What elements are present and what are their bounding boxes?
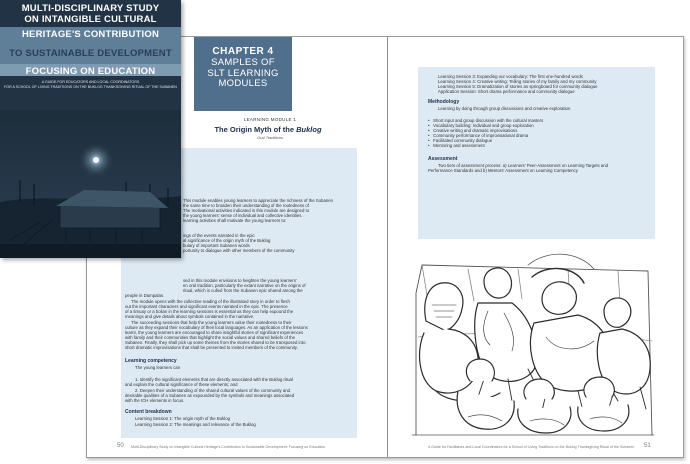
text-line: learning activities shall motivate the young learners to: [183, 218, 287, 223]
text-line: al significance of the origin myth of the Buklog [183, 238, 271, 243]
methodology-bullet: • Facilitated community dialogue [428, 138, 493, 143]
cover-night-scene-image [0, 110, 181, 258]
chapter-box [194, 37, 292, 111]
text-line: the same time to broaden their understanding of the rootedness of [183, 203, 309, 208]
text-line: the young learners' sense of individual and collective identities. [183, 213, 303, 218]
text-line: The module opens with the collective reading of the illustrated story in order to flesh [131, 299, 290, 304]
competency-item: with the ICH elements in focus. [125, 398, 185, 403]
text-line: This module enables young learners to appreciate the richness of the Subanen [183, 198, 334, 203]
text-line: culture as they expand their vocabulary of their local languages. As an application of the lessons [125, 325, 308, 330]
cover-title-line: HERITAGE'S CONTRIBUTION [21, 29, 160, 40]
text-line: out the important characters and significant events narrated in the epic. The presence [125, 304, 288, 309]
chapter-label: CHAPTER 4 [212, 46, 274, 57]
cover-title-line: FOCUSING ON EDUCATION [25, 66, 156, 77]
footer-right: A Guide for Facilitators and Local Coordinators for a School of Living Traditions on the Buklog Thanksgiving Ritual of the Subanen [428, 445, 635, 449]
text-line: learnt, the young learners are encouraged to share insightful stories of significant experiences [125, 330, 304, 335]
module-title-emph: Buklog [296, 125, 322, 134]
breakdown-heading: Content breakdown [125, 409, 172, 415]
text-line: en oral tradition, particularly the extant narrative on the origins of [183, 283, 306, 288]
storytelling-illustration [408, 241, 658, 437]
assessment-heading: Assessment [428, 156, 458, 162]
competency-item: 1. Identify the significant elements that are directly associated with the Buklog ritual [135, 377, 293, 382]
methodology-item: Facilitated community dialogue [433, 138, 493, 143]
cover-title-line: ON INTANGIBLE CULTURAL [24, 14, 157, 25]
cover-thumbnail [0, 0, 181, 258]
text-line: short dramatic improvisations that shall be presented to invited members of the community. [125, 345, 298, 350]
text-line: meanings and give details about symbols contained in the narrative. [125, 314, 255, 319]
module-subtitle: Oral Traditions [257, 135, 283, 140]
competency-intro: The young learners can [135, 365, 181, 370]
breakdown-item: Learning Session 1: The origin myth of the Buklog [135, 416, 230, 421]
module-title-prefix: The Origin Myth of the [214, 125, 297, 134]
methodology-bullet: • Short input and group discussion with the cultural masters [428, 118, 544, 123]
methodology-item: Vocabulary building: Individual and group exploration [433, 123, 534, 128]
footer-left: Multi-Disciplinary Study on Intangible Cultural Heritage's Contribution to Sustainable Development: Focusing on Education [131, 445, 326, 449]
chapter-title-line: SAMPLES OF [211, 57, 275, 68]
methodology-bullet: • Vocabulary building: Individual and group exploration [428, 123, 534, 128]
text-line: Subanen. Finally, they shall pick up some themes from the stories shared to be transposed into [125, 340, 306, 345]
right-page [388, 37, 683, 457]
text-line: of a timuay or a bolian in the learning sessions is essential as they can help expound the [125, 309, 294, 314]
session-line: Learning Session 3: Expanding our vocabulary: The first one-hundred words [438, 74, 583, 79]
methodology-item: Mentoring and assessment [433, 143, 485, 148]
page-number-right: 51 [644, 443, 651, 449]
text-line: ritual, which is culled from the Subanen epic shared among the [183, 288, 303, 293]
cover-subtitle: FOR A SCHOOL OF LIVING TRADITIONS ON THE BUKLOG THANKSGIVING RITUAL OF THE SUBANEN [4, 85, 177, 89]
methodology-bullet: • Creative writing and dramatic improvisations [428, 128, 518, 133]
methodology-heading: Methodology [428, 99, 460, 105]
text-line: sed in this module envisions to heighten the young learners' [183, 278, 297, 283]
text-line: people in Dampalan. [125, 293, 165, 298]
chapter-title-line: MODULES [218, 78, 268, 89]
competency-item: 2. Deepen their understanding of the shared cultural values of the community and [135, 388, 291, 393]
text-line: bulary of important Subanen words [183, 243, 250, 248]
methodology-bullet: • Community performance of improvisational drama [428, 133, 529, 138]
breakdown-item: Learning Session 2: The meanings and relevance of the Buklog [135, 422, 256, 427]
text-line: ings of the events narrated in the epic [183, 233, 255, 238]
text-line: with family and their communities that highlight the social values and shared beliefs of the [125, 335, 296, 340]
session-line: Learning Session 5: Dramatization of stories as springboard for community dialogue [438, 84, 598, 89]
assessment-line: Two tiers of assessment process: a) Learners' Peer-Assessment on Learning Targets and [438, 163, 609, 168]
methodology-item: Short input and group discussion with the cultural masters [433, 118, 544, 123]
cover-title-line: TO SUSTAINABLE DEVELOPMENT [9, 48, 172, 59]
sessions-panel [418, 67, 655, 239]
session-line: Application Session: Short drama performance and community dialogue [438, 89, 575, 94]
methodology-text: Learning by doing through group discussions and creative exploration [438, 106, 571, 111]
text-line: The motivational activities indicated in this module are designed to [183, 208, 310, 213]
cover-title-line: MULTI-DISCIPLINARY STUDY [21, 3, 160, 14]
chapter-title-line: SLT LEARNING [207, 67, 279, 79]
session-line: Learning Session 4: Creative writing: Telling stories of my family and my community [438, 79, 597, 84]
chapter-title [194, 58, 292, 90]
text-line: The succeeding sessions that help the young learners value their rootedness to their [131, 320, 292, 325]
methodology-item: Creative writing and dramatic improvisations [433, 128, 518, 133]
assessment-line: Performance Standards and b) Mentors' Assessment on Learning Competency [428, 168, 578, 173]
text-line: portunity to dialogue with other members of the community [183, 248, 295, 253]
module-label: LEARNING MODULE 1 [243, 117, 297, 122]
competency-heading: Learning competency [125, 358, 177, 364]
cover-subtitle: A GUIDE FOR EDUCATORS AND LOCAL COORDINATORS [41, 80, 140, 84]
competency-item: and explain the cultural significance of these elements; and [125, 382, 238, 387]
methodology-bullet: • Mentoring and assessment [428, 143, 485, 148]
competency-item: desirable qualities of a Subanen as expounded by the symbols and meanings associated [125, 393, 295, 398]
module-title [183, 125, 353, 134]
methodology-item: Community performance of improvisational drama [433, 133, 529, 138]
page-number-left: 50 [117, 443, 124, 449]
